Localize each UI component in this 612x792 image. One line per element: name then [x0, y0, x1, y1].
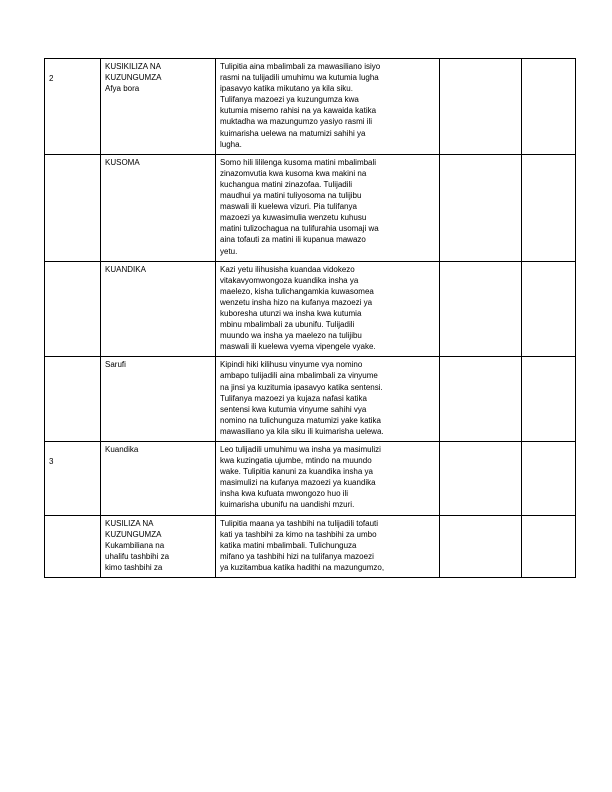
- topic-line: KUZUNGUMZA: [105, 529, 162, 539]
- topic-line: KUSOMA: [105, 157, 140, 167]
- table-row: [45, 357, 576, 442]
- description-line: Kipindi hiki kilihusu vinyume vya nomino: [220, 360, 363, 370]
- description-line: Tulipitia maana ya tashbihi na tulijadili tofauti: [220, 518, 379, 528]
- description-line: yetu.: [220, 246, 238, 256]
- description-cell: [216, 59, 440, 155]
- description-cell: [216, 154, 440, 261]
- description-line: kuimarisha uelewa na matumizi sahihi ya: [220, 128, 366, 138]
- description-line: Leo tulijadili umuhimu wa insha ya masimulizi: [220, 445, 381, 454]
- description-line: mifano ya tashbihi hizi na tulifanya mazoezi: [220, 551, 374, 561]
- topic-line: Kukambiliana na: [105, 540, 165, 550]
- description-line: ya kuzitambua katika hadithi na mazungumzo,: [220, 562, 385, 572]
- topic-line: Kuandika: [105, 445, 139, 454]
- description-line: nomino na tulichunguza matumizi yake katika: [220, 415, 381, 425]
- topic-cell: [101, 515, 216, 577]
- description-line: na jinsi ya kuzitumia ipasavyo katika sentensi.: [220, 382, 383, 392]
- description-line: zinazomvutia kwa kusoma kwa makini na: [220, 168, 367, 178]
- empty-cell: [440, 357, 522, 442]
- empty-cell: [440, 442, 522, 516]
- empty-cell: [522, 357, 576, 442]
- description-line: kati ya tashbihi za kimo na tashbihi za umbo: [220, 529, 377, 539]
- description-line: aina tofauti za matini ili kupanua mawazo: [220, 235, 366, 245]
- description-line: kuchangua matini zinazofaa. Tulijadili: [220, 179, 353, 189]
- description-line: maudhui ya matini tuliyosoma na tulijibu: [220, 191, 362, 201]
- description-line: Somo hili lililenga kusoma matini mbalimbali: [220, 157, 377, 167]
- description-line: sentensi kwa kutumia vinyume sahihi vya: [220, 404, 367, 414]
- description-line: rasmi na tulijadili umuhimu wa kutumia lugha: [220, 73, 379, 83]
- topic-line: uhalifu tashbihi za: [105, 551, 170, 561]
- description-line: Tulifanya mazoezi ya kujaza nafasi katika: [220, 393, 367, 403]
- description-line: maelezo, kisha tulichangamkia kuwasomea: [220, 286, 374, 296]
- table-row: [45, 154, 576, 261]
- description-line: ipasavyo katika mikutano ya kila siku.: [220, 84, 353, 94]
- description-line: kutumia misemo rahisi na ya kawaida katika: [220, 106, 377, 116]
- description-cell: [216, 357, 440, 442]
- description-line: masimulizi na kufanya mazoezi ya kuandika: [220, 478, 376, 488]
- description-line: kwa kuzingatia ujumbe, mtindo na muundo: [220, 456, 372, 466]
- empty-cell: [440, 515, 522, 577]
- topic-cell: [101, 261, 216, 357]
- week-cell: [45, 261, 101, 357]
- description-cell: [216, 261, 440, 357]
- description-line: mbinu mbalimbali za ubunifu. Tulijadili: [220, 320, 355, 330]
- description-line: kuboresha utunzi wa insha kwa kutumia: [220, 308, 362, 318]
- description-line: matini tulizochagua na tulifurahia usomaji wa: [220, 224, 379, 234]
- topic-line: KUSILIZA NA: [105, 518, 154, 528]
- empty-cell: [522, 261, 576, 357]
- description-line: vitakavyomwongoza kuandika insha ya: [220, 275, 359, 285]
- description-line: ambapo tulijadili aina mbalimbali za vinyume: [220, 371, 378, 381]
- description-line: maswali ili kuelewa vizuri. Pia tulifanya: [220, 202, 357, 212]
- table-row: [45, 515, 576, 577]
- description-line: muktadha wa mazungumzo yasiyo rasmi ili: [220, 117, 373, 127]
- empty-cell: [440, 59, 522, 155]
- topic-line: KUSIKILIZA NA: [105, 62, 162, 71]
- description-cell: [216, 515, 440, 577]
- description-line: wenzetu insha hizo na kufanya mazoezi ya: [220, 297, 373, 307]
- topic-line: Afya bora: [105, 84, 140, 94]
- description-line: maswali ili kuelewa vyema vipengele vyake.: [220, 342, 376, 352]
- description-cell: [216, 442, 440, 516]
- week-number: 2: [49, 74, 54, 83]
- week-cell: [45, 154, 101, 261]
- description-line: wake. Tulipitia kanuni za kuandika insha ya: [220, 467, 373, 477]
- description-line: muundo wa insha ya maelezo na tulijibu: [220, 331, 362, 341]
- topic-line: kimo tashbihi za: [105, 562, 163, 572]
- week-cell: [45, 357, 101, 442]
- topic-cell: [101, 154, 216, 261]
- empty-cell: [440, 154, 522, 261]
- empty-cell: [522, 154, 576, 261]
- topic-cell: [101, 59, 216, 155]
- table-row: [45, 442, 576, 516]
- empty-cell: [522, 59, 576, 155]
- topic-line: KUANDIKA: [105, 264, 146, 274]
- description-line: katika matini mbalimbali. Tulichunguza: [220, 540, 357, 550]
- description-line: Tulifanya mazoezi ya kuzungumza kwa: [220, 95, 359, 105]
- week-cell: [45, 442, 101, 516]
- topic-line: KUZUNGUMZA: [105, 73, 162, 83]
- topic-cell: [101, 442, 216, 516]
- topic-line: Sarufi: [105, 360, 126, 370]
- week-cell: [45, 515, 101, 577]
- description-line: insha kwa kufuata mwongozo huo ili: [220, 489, 349, 499]
- empty-cell: [440, 261, 522, 357]
- description-line: mazoezi ya kuwasimulia wenzetu kuhusu: [220, 213, 367, 223]
- empty-cell: [522, 515, 576, 577]
- week-number: 3: [49, 457, 54, 466]
- empty-cell: [522, 442, 576, 516]
- topic-cell: [101, 357, 216, 442]
- description-line: mawasiliano ya kila siku ili kuimarisha uelewa.: [220, 426, 384, 436]
- table-row: [45, 261, 576, 357]
- description-line: lugha.: [220, 139, 242, 149]
- lesson-plan-table: [44, 58, 576, 578]
- description-line: kuimarisha ubunifu na uandishi mzuri.: [220, 500, 355, 510]
- week-cell: [45, 59, 101, 155]
- description-line: Kazi yetu ilihusisha kuandaa vidokezo: [220, 264, 355, 274]
- table-row: [45, 59, 576, 155]
- description-line: Tulipitia aina mbalimbali za mawasiliano isiyo: [220, 62, 381, 71]
